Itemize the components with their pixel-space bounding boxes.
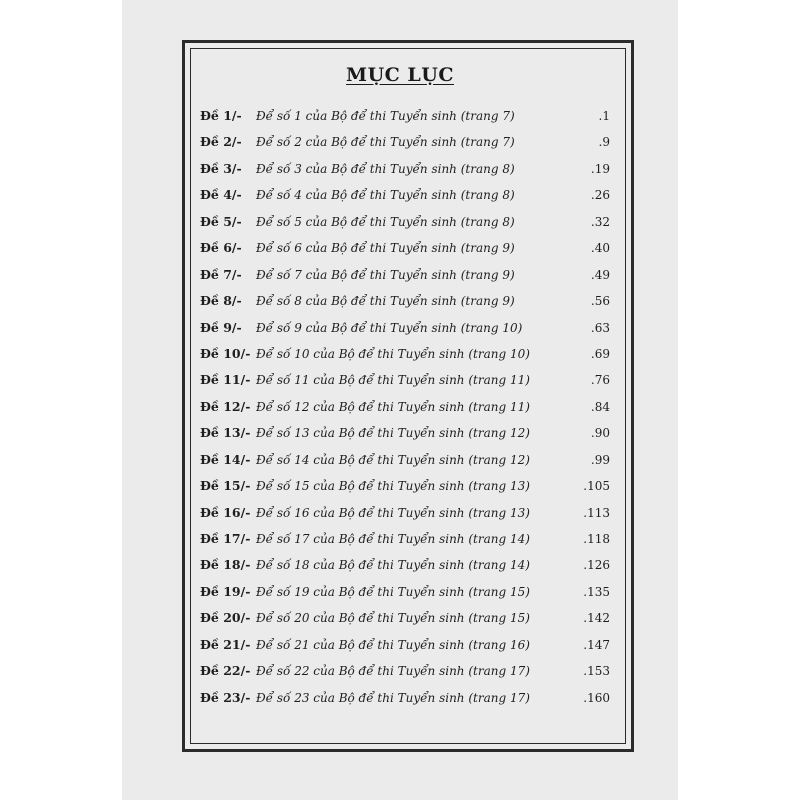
toc-entry xyxy=(200,605,615,631)
toc-entry-description: Để số 21 của Bộ để thi Tuyển sinh (trang 16) xyxy=(256,637,530,652)
toc-entry xyxy=(200,103,615,129)
toc-entry-label: Đề 3/- xyxy=(200,160,242,176)
toc-entry xyxy=(200,209,615,235)
toc-entry xyxy=(200,447,615,473)
toc-entry-description: Để số 10 của Bộ để thi Tuyển sinh (trang 10) xyxy=(256,346,530,361)
toc-entry xyxy=(200,685,615,711)
toc-entry-description: Để số 23 của Bộ để thi Tuyển sinh (trang 17) xyxy=(256,690,530,705)
toc-entry xyxy=(200,129,615,155)
toc-entry-label: Đề 2/- xyxy=(200,134,242,150)
toc-entry-description: Để số 2 của Bộ để thi Tuyển sinh (trang 7) xyxy=(256,135,515,150)
toc-entry-page-number: .69 xyxy=(590,346,610,361)
toc-entry xyxy=(200,156,615,182)
toc-entry-label: Đề 19/- xyxy=(200,583,251,599)
toc-entry-description: Để số 17 của Bộ để thi Tuyển sinh (trang 14) xyxy=(256,532,530,546)
toc-entry-page-number: .113 xyxy=(583,505,610,520)
toc-entry-label: Đề 1/- xyxy=(200,108,242,123)
toc-entry-page-number: .76 xyxy=(590,373,610,388)
toc-entry-description: Để số 19 của Bộ để thi Tuyển sinh (trang 15) xyxy=(256,584,530,599)
toc-entry-page-number: .9 xyxy=(598,135,610,150)
toc-entry xyxy=(200,262,615,288)
toc-entry-page-number: .142 xyxy=(583,611,610,626)
toc-entry xyxy=(200,526,615,552)
toc-entry xyxy=(200,182,615,208)
toc-entry-page-number: .40 xyxy=(590,241,610,256)
toc-entry xyxy=(200,500,615,526)
toc-entry xyxy=(200,632,615,658)
toc-entry xyxy=(200,288,615,314)
toc-entry-label: Đề 12/- xyxy=(200,398,251,414)
toc-entry-page-number: .26 xyxy=(590,188,610,203)
toc-entry-label: Đề 10/- xyxy=(200,345,251,361)
toc-entry-label: Đề 18/- xyxy=(200,557,251,573)
toc-entry-description: Để số 6 của Bộ để thi Tuyển sinh (trang 9) xyxy=(256,241,515,256)
toc-entry-label: Đề 21/- xyxy=(200,636,251,652)
toc-entry-page-number: .63 xyxy=(590,320,610,335)
toc-entry-page-number: .84 xyxy=(590,399,610,414)
toc-entry-page-number: .90 xyxy=(590,426,610,441)
toc-entry-label: Đề 9/- xyxy=(200,319,242,335)
toc-entry xyxy=(200,552,615,578)
toc-entry-label: Đề 13/- xyxy=(200,425,251,441)
toc-entry-label: Đề 16/- xyxy=(200,504,251,520)
toc-entry-label: Đề 15/- xyxy=(200,478,251,494)
toc-entry-description: Để số 12 của Bộ để thi Tuyển sinh (trang 11) xyxy=(256,399,530,414)
toc-entry-page-number: .56 xyxy=(590,294,610,309)
toc-entry xyxy=(200,473,615,499)
toc-entry-label: Đề 5/- xyxy=(200,213,242,229)
toc-entry-page-number: .105 xyxy=(583,479,610,494)
toc-entry-label: Đề 23/- xyxy=(200,689,251,705)
toc-entry-description: Để số 18 của Bộ để thi Tuyển sinh (trang 14) xyxy=(256,558,530,573)
toc-entry xyxy=(200,579,615,605)
toc-entry-description: Để số 13 của Bộ để thi Tuyển sinh (trang 12) xyxy=(256,426,530,441)
toc-entry-page-number: .135 xyxy=(583,584,610,599)
toc-entry-page-number: .126 xyxy=(583,558,610,573)
toc-entry-description: Để số 9 của Bộ để thi Tuyển sinh (trang 10) xyxy=(256,320,523,335)
toc-entry-page-number: .99 xyxy=(590,452,610,467)
toc-entry xyxy=(200,315,615,341)
toc-entry-page-number: .147 xyxy=(583,637,610,652)
toc-entry-description: Để số 11 của Bộ để thi Tuyển sinh (trang 11) xyxy=(256,373,530,388)
toc-entry-description: Để số 15 của Bộ để thi Tuyển sinh (trang 13) xyxy=(256,479,530,494)
toc-entry-label: Đề 17/- xyxy=(200,531,251,546)
toc-entry xyxy=(200,420,615,446)
toc-entry-page-number: .32 xyxy=(590,214,610,229)
toc-entry-label: Đề 11/- xyxy=(200,372,251,388)
toc-entry-label: Đề 22/- xyxy=(200,663,251,679)
toc-entry-label: Đề 6/- xyxy=(200,240,242,256)
toc-entry-description: Để số 7 của Bộ để thi Tuyển sinh (trang 9) xyxy=(256,267,515,282)
toc-entry xyxy=(200,235,615,261)
toc-entry-description: Để số 20 của Bộ để thi Tuyển sinh (trang 15) xyxy=(256,611,530,626)
toc-entry-description: Để số 14 của Bộ để thi Tuyển sinh (trang 12) xyxy=(256,452,530,467)
toc-entry-label: Đề 14/- xyxy=(200,451,251,467)
toc-entry xyxy=(200,658,615,684)
toc-entry-page-number: .153 xyxy=(583,664,610,679)
toc-entry-label: Đề 4/- xyxy=(200,187,242,203)
toc-entry-description: Để số 4 của Bộ để thi Tuyển sinh (trang 8) xyxy=(256,188,515,203)
toc-entry-page-number: .118 xyxy=(583,532,610,546)
toc-entry-description: Để số 22 của Bộ để thi Tuyển sinh (trang 17) xyxy=(256,664,530,679)
toc-entry-page-number: .19 xyxy=(590,161,610,176)
toc-entry-label: Đề 20/- xyxy=(200,610,251,626)
toc-entry xyxy=(200,341,615,367)
toc-entry-description: Để số 5 của Bộ để thi Tuyển sinh (trang 8) xyxy=(256,214,515,229)
toc-entry-description: Để số 1 của Bộ để thi Tuyển sinh (trang 7) xyxy=(256,109,515,123)
toc-entry xyxy=(200,367,615,393)
toc-entry-page-number: .49 xyxy=(590,267,610,282)
toc-entry-description: Để số 8 của Bộ để thi Tuyển sinh (trang 9) xyxy=(256,294,515,309)
toc-entry xyxy=(200,394,615,420)
toc-entry-page-number: .1 xyxy=(598,109,610,123)
toc-entry-description: Để số 16 của Bộ để thi Tuyển sinh (trang 13) xyxy=(256,505,530,520)
page-title: MỤC LỤC xyxy=(346,64,454,86)
toc-entry-label: Đề 8/- xyxy=(200,293,242,309)
table-of-contents xyxy=(200,103,615,711)
toc-entry-page-number: .160 xyxy=(583,690,610,705)
toc-entry-description: Để số 3 của Bộ để thi Tuyển sinh (trang 8) xyxy=(256,161,515,176)
toc-entry-label: Đề 7/- xyxy=(200,266,242,282)
